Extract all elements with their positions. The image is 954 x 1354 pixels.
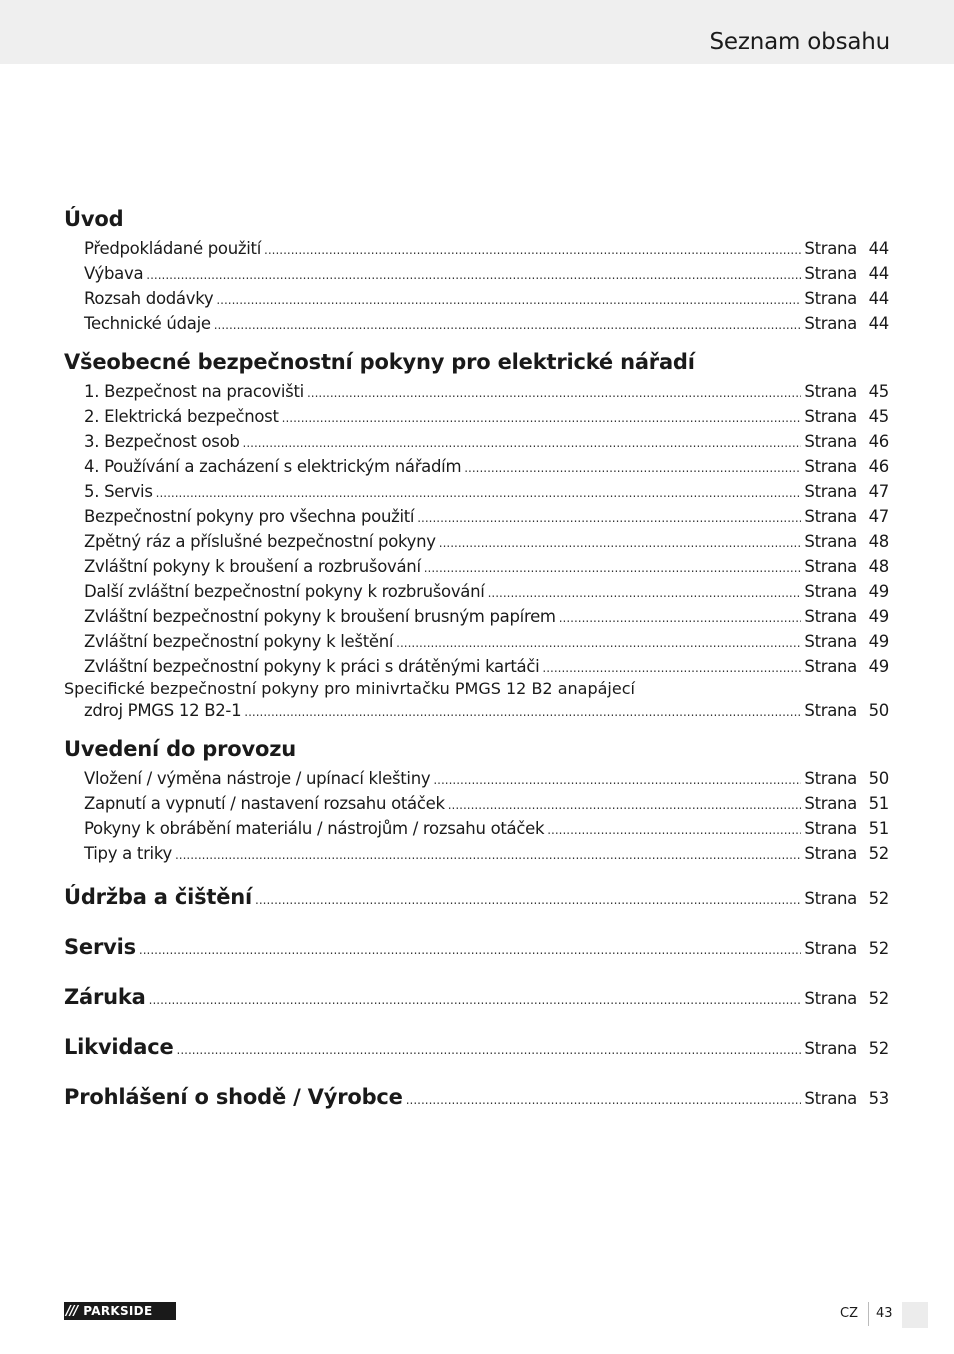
- entry-label: Předpokládané použití: [84, 239, 261, 258]
- entry-label: Rozsah dodávky: [84, 289, 214, 308]
- toc-entry[interactable]: [64, 766, 889, 791]
- entry-label: 5. Servis: [84, 482, 153, 501]
- toc-entry[interactable]: [64, 841, 889, 866]
- dot-leader: [139, 930, 801, 970]
- page-number: 44: [868, 289, 889, 308]
- page-number: 52: [868, 1039, 889, 1058]
- page-number: 48: [868, 557, 889, 576]
- strana-label: Strana: [804, 989, 857, 1008]
- dot-leader: [146, 263, 801, 288]
- page-number: 52: [868, 989, 889, 1008]
- strana-label: Strana: [804, 264, 857, 283]
- page-number: 50: [868, 701, 889, 720]
- footer-box: [902, 1302, 928, 1328]
- toc-entry[interactable]: [64, 311, 889, 336]
- toc-entry[interactable]: [64, 379, 889, 404]
- toc-entry[interactable]: [64, 529, 889, 554]
- page-number: 47: [868, 507, 889, 526]
- page-number: 44: [868, 239, 889, 258]
- entry-label: Výbava: [84, 264, 144, 283]
- page-number: 49: [868, 582, 889, 601]
- language-code: CZ: [840, 1306, 858, 1321]
- section-heading: Úvod: [64, 207, 124, 231]
- strana-label: Strana: [804, 939, 857, 958]
- main-entry-label: Údržba a čištění: [64, 885, 253, 909]
- main-entry-label: Likvidace: [64, 1035, 174, 1059]
- toc-entry[interactable]: [64, 791, 889, 816]
- dot-leader: [214, 313, 802, 338]
- dot-leader: [417, 506, 801, 531]
- page-number: 45: [868, 382, 889, 401]
- page-number: 52: [868, 844, 889, 863]
- strana-label: Strana: [804, 482, 857, 501]
- page-number: 50: [868, 769, 889, 788]
- toc-entry[interactable]: [64, 579, 889, 604]
- dot-leader: [255, 880, 801, 920]
- entry-label: Vložení / výměna nástroje / upínací kleštiny: [84, 769, 431, 788]
- entry-label: Další zvláštní bezpečnostní pokyny k rozbrušování: [84, 582, 485, 601]
- entry-label: Zvláštní bezpečnostní pokyny k práci s drátěnými kartáči: [84, 657, 540, 676]
- page-number: 52: [868, 889, 889, 908]
- page-number: 49: [868, 657, 889, 676]
- dot-leader: [406, 1080, 802, 1120]
- page-title: Seznam obsahu: [709, 29, 890, 55]
- dot-leader: [424, 556, 802, 581]
- dot-leader: [542, 656, 801, 681]
- strana-label: Strana: [804, 532, 857, 551]
- strana-label: Strana: [804, 1089, 857, 1108]
- main-entry-label: Záruka: [64, 985, 146, 1009]
- toc-entry[interactable]: [64, 261, 889, 286]
- dot-leader: [282, 406, 802, 431]
- entry-label: Technické údaje: [84, 314, 211, 333]
- strana-label: Strana: [804, 769, 857, 788]
- strana-label: Strana: [804, 1039, 857, 1058]
- strana-label: Strana: [804, 889, 857, 908]
- strana-label: Strana: [804, 557, 857, 576]
- strana-label: Strana: [804, 289, 857, 308]
- dot-leader: [396, 631, 801, 656]
- strana-label: Strana: [804, 794, 857, 813]
- toc-entry[interactable]: [64, 429, 889, 454]
- page-number: 51: [868, 819, 889, 838]
- footer-divider: [868, 1302, 869, 1326]
- toc-entry[interactable]: [64, 654, 889, 679]
- page-number: 44: [868, 264, 889, 283]
- page-number: 48: [868, 532, 889, 551]
- logo-text: PARKSIDE: [83, 1304, 153, 1318]
- toc-main-entry[interactable]: [64, 877, 889, 927]
- main-entry-label: Servis: [64, 935, 136, 959]
- page-number: 52: [868, 939, 889, 958]
- page-number: 46: [868, 432, 889, 451]
- page-number: 47: [868, 482, 889, 501]
- page-number: 45: [868, 407, 889, 426]
- dot-leader: [433, 768, 801, 793]
- toc-entry[interactable]: [64, 404, 889, 429]
- toc-entry[interactable]: [64, 554, 889, 579]
- strana-label: Strana: [804, 632, 857, 651]
- toc-entry[interactable]: [64, 286, 889, 311]
- toc-entry[interactable]: [64, 604, 889, 629]
- toc-entry[interactable]: [64, 698, 889, 723]
- dot-leader: [264, 238, 801, 263]
- entry-label: Zpětný ráz a příslušné bezpečnostní pokyny: [84, 532, 436, 551]
- toc-entry[interactable]: [64, 816, 889, 841]
- dot-leader: [559, 606, 802, 631]
- toc-section-safety: [64, 347, 889, 723]
- table-of-contents: [64, 204, 889, 1127]
- dot-leader: [307, 381, 801, 406]
- entry-label: zdroj PMGS 12 B2-1: [84, 701, 242, 720]
- dot-leader: [149, 980, 802, 1020]
- dot-leader: [175, 843, 801, 868]
- page-number: 53: [868, 1089, 889, 1108]
- dot-leader: [243, 431, 802, 456]
- toc-entry[interactable]: [64, 479, 889, 504]
- page-number: 49: [868, 607, 889, 626]
- entry-label: Zapnutí a vypnutí / nastavení rozsahu otáček: [84, 794, 445, 813]
- parkside-logo: [64, 1302, 176, 1320]
- strana-label: Strana: [804, 457, 857, 476]
- toc-main-entry[interactable]: [64, 1027, 889, 1077]
- page-number: 46: [868, 457, 889, 476]
- strana-label: Strana: [804, 607, 857, 626]
- dot-leader: [547, 818, 801, 843]
- dot-leader: [439, 531, 802, 556]
- strana-label: Strana: [804, 432, 857, 451]
- toc-main-entry[interactable]: [64, 977, 889, 1027]
- main-entry-label: Prohlášení o shodě / Výrobce: [64, 1085, 403, 1109]
- strana-label: Strana: [804, 582, 857, 601]
- strana-label: Strana: [804, 239, 857, 258]
- entry-label: 2. Elektrická bezpečnost: [84, 407, 279, 426]
- toc-main-entry[interactable]: [64, 927, 889, 977]
- page-number: 49: [868, 632, 889, 651]
- strana-label: Strana: [804, 382, 857, 401]
- strana-label: Strana: [804, 314, 857, 333]
- dot-leader: [448, 793, 802, 818]
- entry-label: Zvláštní pokyny k broušení a rozbrušování: [84, 557, 421, 576]
- toc-entry[interactable]: [64, 454, 889, 479]
- toc-main-entry[interactable]: [64, 1077, 889, 1127]
- section-heading: Uvedení do provozu: [64, 737, 296, 761]
- strana-label: Strana: [804, 407, 857, 426]
- entry-label: 4. Používání a zacházení s elektrickým nářadím: [84, 457, 462, 476]
- entry-label: Tipy a triky: [84, 844, 172, 863]
- toc-section-startup: [64, 734, 889, 866]
- strana-label: Strana: [804, 507, 857, 526]
- entry-label: Zvláštní bezpečnostní pokyny k leštění: [84, 632, 394, 651]
- dot-leader: [464, 456, 801, 481]
- entry-label: 1. Bezpečnost na pracovišti: [84, 382, 304, 401]
- entry-label: 3. Bezpečnost osob: [84, 432, 240, 451]
- strana-label: Strana: [804, 657, 857, 676]
- dot-leader: [244, 700, 801, 725]
- dot-leader: [177, 1030, 802, 1070]
- toc-entry[interactable]: [64, 236, 889, 261]
- logo-slashes-icon: ///: [66, 1303, 78, 1319]
- strana-label: Strana: [804, 844, 857, 863]
- toc-entry[interactable]: [64, 629, 889, 654]
- entry-label: Zvláštní bezpečnostní pokyny k broušení brusným papírem: [84, 607, 556, 626]
- page-number: 44: [868, 314, 889, 333]
- toc-entry[interactable]: [64, 504, 889, 529]
- dot-leader: [216, 288, 801, 313]
- strana-label: Strana: [804, 819, 857, 838]
- entry-label: Pokyny k obrábění materiálu / nástrojům / rozsahu otáček: [84, 819, 545, 838]
- footer-page-number: 43: [876, 1306, 893, 1321]
- strana-label: Strana: [804, 701, 857, 720]
- section-heading: Všeobecné bezpečnostní pokyny pro elektrické nářadí: [64, 350, 695, 374]
- dot-leader: [156, 481, 802, 506]
- page-number: 51: [868, 794, 889, 813]
- entry-label-line1[interactable]: Specifické bezpečnostní pokyny pro minivrtačku PMGS 12 B2 anapájecí: [64, 679, 635, 698]
- toc-section-intro: [64, 204, 889, 336]
- entry-label: Bezpečnostní pokyny pro všechna použití: [84, 507, 415, 526]
- dot-leader: [488, 581, 802, 606]
